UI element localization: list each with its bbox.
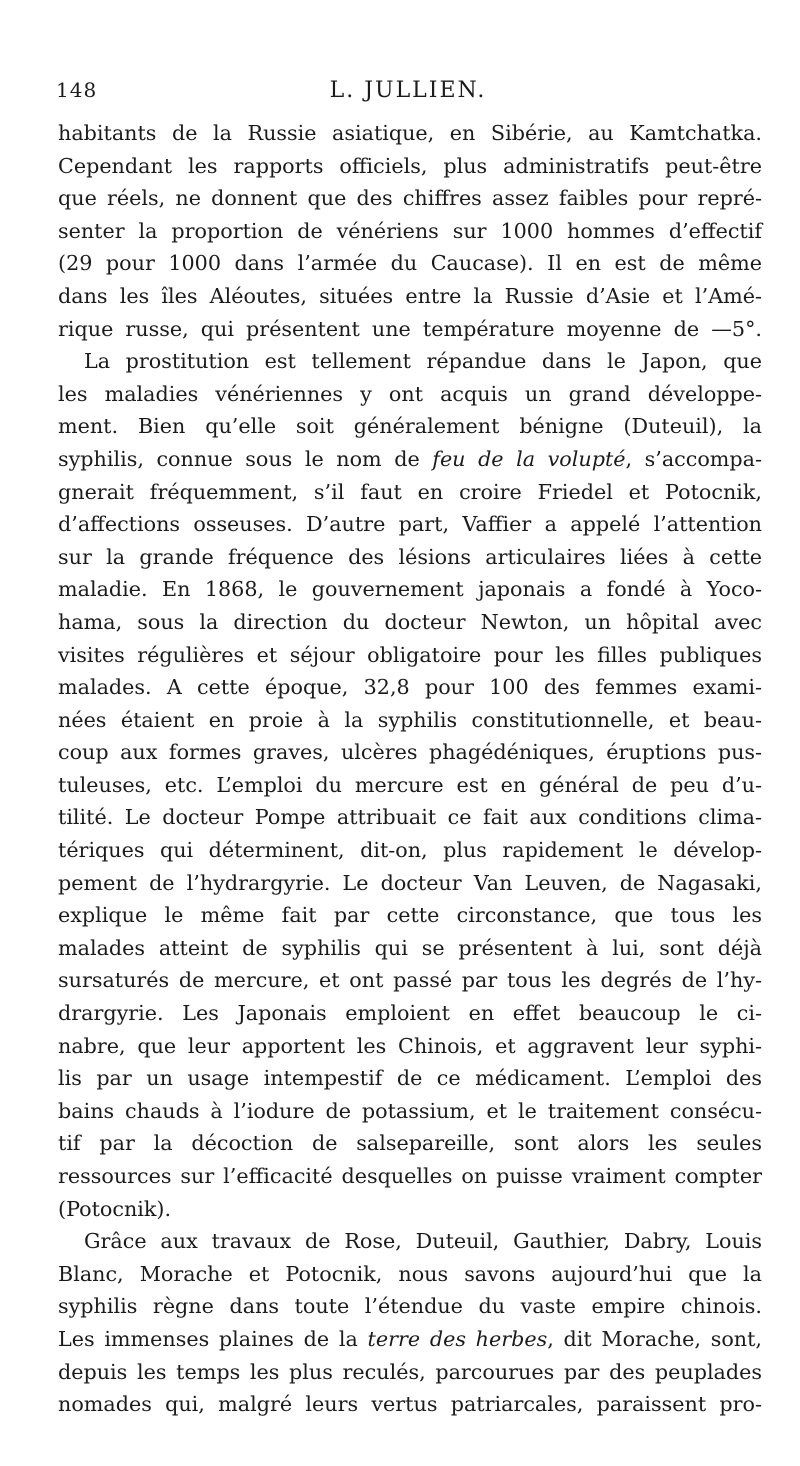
text-line [58, 704, 762, 737]
running-title: L. JULLIEN. [329, 78, 487, 103]
text-line [58, 867, 762, 900]
text-segment: syphilis règne dans toute l’étendue du vaste empire chinois. [58, 1294, 762, 1319]
text-line [58, 964, 762, 997]
text-segment: ment. Bien qu’elle soit généralement bénigne (Duteuil), la [58, 414, 762, 439]
text-line [58, 1323, 762, 1356]
text-line [58, 1193, 762, 1226]
text-segment: , dit Morache, sont, [547, 1326, 763, 1351]
text-line [58, 1030, 762, 1063]
text-line [58, 410, 762, 443]
text-segment: que réels, ne donnent que des chiffres assez faibles pour repré- [58, 186, 762, 211]
text-segment: (29 pour 1000 dans l’armée du Caucase). Il en est de même [58, 251, 762, 276]
text-segment: senter la proportion de vénériens sur 1000 hommes d’effectif [58, 218, 762, 243]
text-segment: (Potocnik). [58, 1196, 172, 1221]
text-segment: maladie. En 1868, le gouvernement japonais a fondé à Yoco- [58, 577, 762, 602]
italic-phrase: feu de la volupté [432, 446, 626, 471]
page-header [56, 78, 760, 118]
text-segment: dans les îles Aléoutes, situées entre la Russie d’Asie et l’Amé- [58, 283, 762, 308]
text-line [58, 997, 762, 1030]
text-line [58, 769, 762, 802]
text-line [58, 182, 762, 215]
text-line [58, 899, 762, 932]
text-segment: habitants de la Russie asiatique, en Sibérie, au Kamtchatka. [58, 121, 762, 145]
text-line [58, 215, 762, 248]
text-line [58, 1127, 762, 1160]
text-line [58, 117, 762, 150]
italic-phrase: terre des herbes [367, 1326, 548, 1351]
text-segment: ressources sur l’efficacité desquelles on puisse vraiment compter [58, 1164, 762, 1188]
text-line [58, 508, 762, 541]
text-line [58, 1388, 762, 1421]
text-segment: syphilis, connue sous le nom de [58, 446, 433, 471]
text-line [58, 378, 762, 411]
paragraph-first-line [58, 345, 762, 378]
text-line [58, 573, 762, 606]
text-line [58, 606, 762, 639]
text-segment: La prostitution est tellement répandue dans le Japon, que [84, 349, 762, 374]
text-segment: d’affections osseuses. D’autre part, Vaffier a appelé l’attention [58, 512, 762, 537]
text-line [58, 476, 762, 509]
text-segment: tilité. Le docteur Pompe attribuait ce fait aux conditions clima- [58, 805, 762, 830]
text-segment: hama, sous la direction du docteur Newton, un hôpital avec [58, 609, 762, 634]
paragraph-first-line [58, 1225, 762, 1258]
text-segment: tériques qui déterminent, dit-on, plus rapidement le dévelop- [58, 838, 762, 863]
text-line [58, 1160, 762, 1193]
text-segment: bains chauds à l’iodure de potassium, et le traitement consécu- [58, 1098, 762, 1123]
text-segment: , s’accompa- [625, 446, 762, 471]
text-line [58, 639, 762, 672]
text-line [58, 1290, 762, 1323]
text-segment: rique russe, qui présentent une température moyenne de —5°. [58, 316, 762, 341]
text-segment: lis par un usage intempestif de ce médicament. L’emploi des [58, 1066, 762, 1091]
text-segment: visites régulières et séjour obligatoire pour les filles publiques [58, 642, 762, 667]
text-segment: Blanc, Morache et Potocnik, nous savons aujourd’hui que la [58, 1261, 762, 1286]
text-segment: gnerait fréquemment, s’il faut en croire Friedel et Potocnik, [58, 479, 762, 504]
text-segment: nées étaient en proie à la syphilis constitutionnelle, et beau- [58, 707, 762, 732]
text-segment: Grâce aux travaux de Rose, Duteuil, Gauthier, Dabry, Louis [84, 1229, 762, 1254]
text-line [58, 1258, 762, 1291]
body-text [58, 117, 762, 1421]
text-line [58, 671, 762, 704]
text-segment: nabre, que leur apportent les Chinois, et aggravent leur syphi- [58, 1033, 762, 1058]
text-segment: depuis les temps les plus reculés, parcourues par des peuplades [58, 1359, 762, 1384]
text-line [58, 280, 762, 313]
text-line [58, 1062, 762, 1095]
text-segment: explique le même fait par cette circonstance, que tous les [58, 903, 762, 928]
text-line [58, 247, 762, 280]
text-segment: nomades qui, malgré leurs vertus patriarcales, paraissent pro- [58, 1392, 762, 1417]
text-segment: tuleuses, etc. L’emploi du mercure est en général de peu d’u- [58, 772, 762, 797]
text-line [58, 801, 762, 834]
text-segment: tif par la décoction de salsepareille, sont alors les seules [58, 1131, 762, 1156]
text-line [58, 834, 762, 867]
text-line [58, 541, 762, 574]
text-segment: pement de l’hydrargyrie. Le docteur Van Leuven, de Nagasaki, [58, 870, 762, 895]
text-segment: Cependant les rapports officiels, plus administratifs peut-être [58, 153, 762, 178]
text-line [58, 313, 762, 346]
page-number: 148 [56, 78, 98, 102]
text-line [58, 1356, 762, 1389]
text-line [58, 443, 762, 476]
text-segment: Les immenses plaines de la [58, 1326, 368, 1351]
text-segment: sur la grande fréquence des lésions articulaires liées à cette [58, 544, 762, 569]
text-line [58, 736, 762, 769]
text-line [58, 1095, 762, 1128]
text-segment: coup aux formes graves, ulcères phagédéniques, éruptions pus- [58, 740, 762, 765]
text-segment: drargyrie. Les Japonais emploient en effet beaucoup le ci- [58, 1001, 762, 1026]
text-segment: malades atteint de syphilis qui se présentent à lui, sont déjà [58, 935, 762, 960]
text-line [58, 932, 762, 965]
text-line [58, 150, 762, 183]
text-segment: les maladies vénériennes y ont acquis un grand développe- [58, 381, 762, 406]
text-segment: malades. A cette époque, 32,8 pour 100 des femmes exami- [58, 675, 762, 700]
text-segment: sursaturés de mercure, et ont passé par tous les degrés de l’hy- [58, 968, 762, 993]
